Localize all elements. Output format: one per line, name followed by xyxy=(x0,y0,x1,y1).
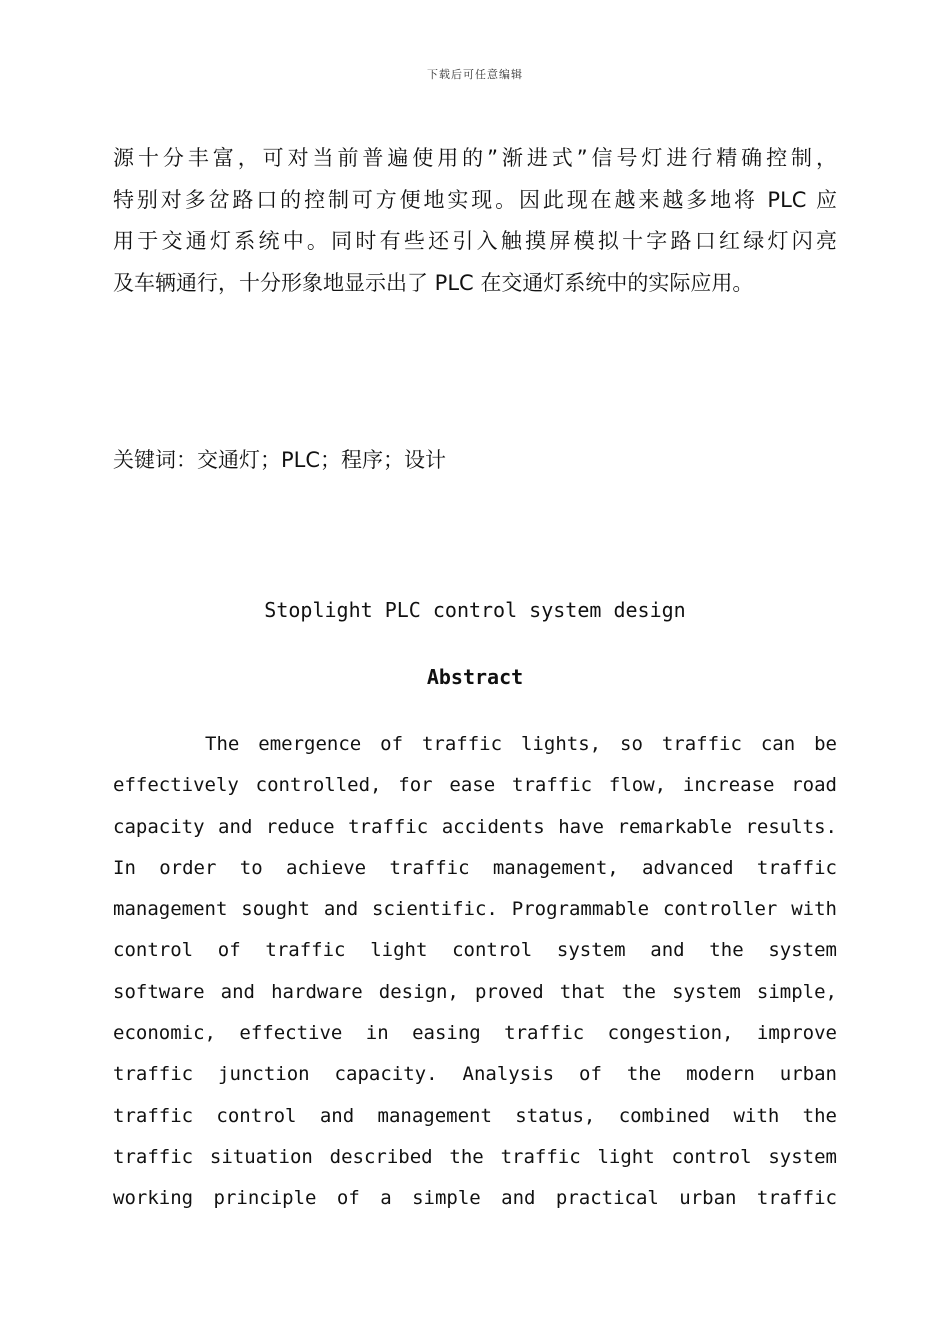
abstract-line: economic, effective in easing traffic congestion, improve xyxy=(113,1022,837,1045)
abstract-line: effectively controlled, for ease traffic flow, increase road xyxy=(113,774,837,797)
abstract-line: traffic control and management status, combined with the xyxy=(113,1104,837,1127)
chinese-paragraph-line: 用于交通灯系统中。同时有些还引入触摸屏模拟十字路口红绿灯闪亮 xyxy=(113,229,837,253)
abstract-line: software and hardware design, proved that the system simple, xyxy=(113,980,837,1003)
abstract-body xyxy=(113,724,837,1220)
abstract-line: In order to achieve traffic management, advanced traffic xyxy=(113,856,837,879)
abstract-heading: Abstract xyxy=(426,665,524,689)
abstract-line: The emergence of traffic lights, so traffic can be xyxy=(205,733,837,755)
abstract-line: traffic situation described the traffic light control system xyxy=(113,1145,837,1168)
chinese-paragraph-line: 特别对多岔路口的控制可方便地实现。因此现在越来越多地将 PLC 应 xyxy=(113,187,837,212)
abstract-line: capacity and reduce traffic accidents have remarkable results. xyxy=(113,815,837,838)
abstract-line: management sought and scientific. Programmable controller with xyxy=(113,898,837,921)
english-title: Stoplight PLC control system design xyxy=(264,598,686,622)
abstract-line: working principle of a simple and practical urban traffic xyxy=(113,1187,837,1210)
chinese-paragraph-line: 及车辆通行，十分形象地显示出了 PLC 在交通灯系统中的实际应用。 xyxy=(113,270,754,295)
chinese-paragraph xyxy=(113,138,837,304)
keywords-line: 关键词：交通灯；PLC；程序；设计 xyxy=(113,448,447,472)
abstract-line: control of traffic light control system and the system xyxy=(113,939,837,962)
abstract-line: traffic junction capacity. Analysis of the modern urban xyxy=(113,1063,837,1086)
page-header-note: 下载后可任意编辑 xyxy=(427,68,523,81)
chinese-paragraph-line: 源十分丰富，可对当前普遍使用的”渐进式”信号灯进行精确控制， xyxy=(113,146,837,170)
